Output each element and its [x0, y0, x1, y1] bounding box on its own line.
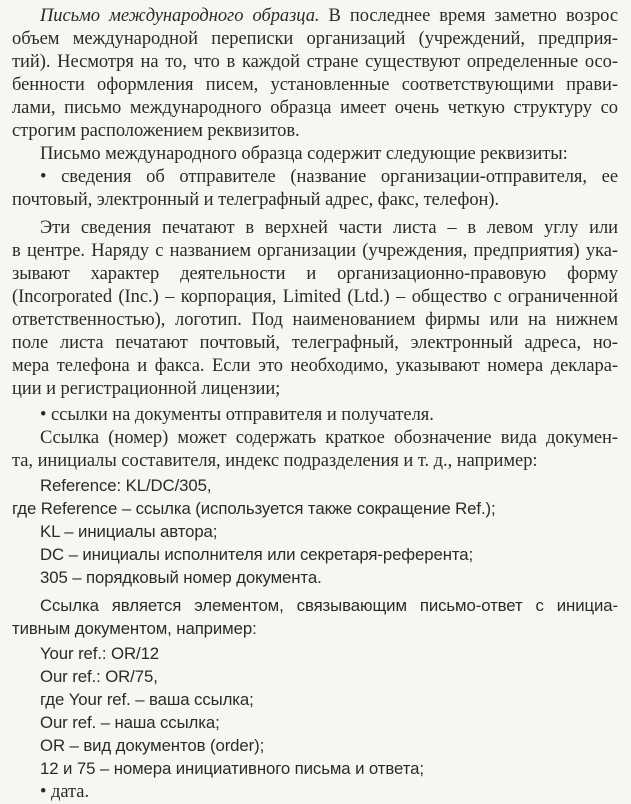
- example-line: OR – вид документов (order);: [40, 736, 265, 755]
- example-line: Our ref.: OR/75,: [40, 667, 158, 686]
- example-line: где Your ref. – ваша ссылка;: [40, 690, 254, 709]
- list-item: • сведения об отправителе (название организации-отправителя, ее: [40, 167, 618, 187]
- list-item: • ссылки на документы отправителя и получателя.: [40, 405, 434, 425]
- text-line: Ссылка является элементом, связывающим письмо-ответ с инициа-: [40, 596, 618, 615]
- example-line: 305 – порядковый номер документа.: [40, 568, 322, 587]
- text-line: (Incorporated (Inc.) – корпорация, Limited (Ltd.) – общество с ограниченной: [12, 287, 618, 307]
- example-line: DC – инициалы исполнителя или секретаря-референта;: [40, 545, 474, 564]
- example-line: где Reference – ссылка (используется также сокращение Ref.);: [12, 499, 496, 518]
- text-line: зывают характер деятельности и организационно-правовую форму: [12, 264, 618, 284]
- list-item: • дата.: [40, 782, 90, 802]
- text-line: ции и регистрационной лицензии;: [12, 379, 281, 399]
- example-line: KL – инициалы автора;: [40, 522, 218, 541]
- example-line: Our ref. – наша ссылка;: [40, 713, 220, 732]
- example-line: Your ref.: OR/12: [40, 644, 160, 663]
- text-line: бенности оформления писем, установленные соответствующими прави-: [12, 75, 618, 95]
- text-line: почтовый, электронный и телеграфный адрес, факс, телефон).: [12, 190, 500, 210]
- text-line: тивным документом, например:: [12, 619, 257, 638]
- text-line: Эти сведения печатают в верхней части листа – в левом углу или: [40, 218, 618, 238]
- section-lead: Письмо международного образца.: [40, 6, 320, 26]
- text-line: поле листа печатают почтовый, телеграфный, электронный адреса, но-: [12, 333, 618, 353]
- text-line: ответственностью), логотип. Под наименованием фирмы или на нижнем: [12, 310, 618, 330]
- text-line: строгим расположением реквизитов.: [12, 121, 300, 141]
- text-line: та, инициалы составителя, индекс подразделения и т. д., например:: [12, 451, 538, 471]
- text-line: Письмо международного образца. В последнее время заметно возрос: [40, 6, 618, 26]
- text-line: тий). Несмотря на то, что в каждой стране существуют определенные осо-: [12, 52, 618, 72]
- example-line: Reference: KL/DC/305,: [40, 476, 212, 495]
- text-line: мера телефона и факса. Если это необходимо, указывают номера деклара-: [12, 356, 618, 376]
- text-line: лами, письмо международного образца имеет очень четкую структуру со: [12, 98, 618, 118]
- text-line: Ссылка (номер) может содержать краткое обозначение вида докумен-: [40, 428, 618, 448]
- example-line: 12 и 75 – номера инициативного письма и ответа;: [40, 759, 424, 778]
- text-line: в центре. Наряду с названием организации (учреждения, предприятия) ука-: [12, 241, 618, 261]
- text-line: Письмо международного образца содержит следующие реквизиты:: [40, 144, 568, 164]
- text-line: объем международной переписки организаций (учреждений, предприя-: [12, 29, 618, 49]
